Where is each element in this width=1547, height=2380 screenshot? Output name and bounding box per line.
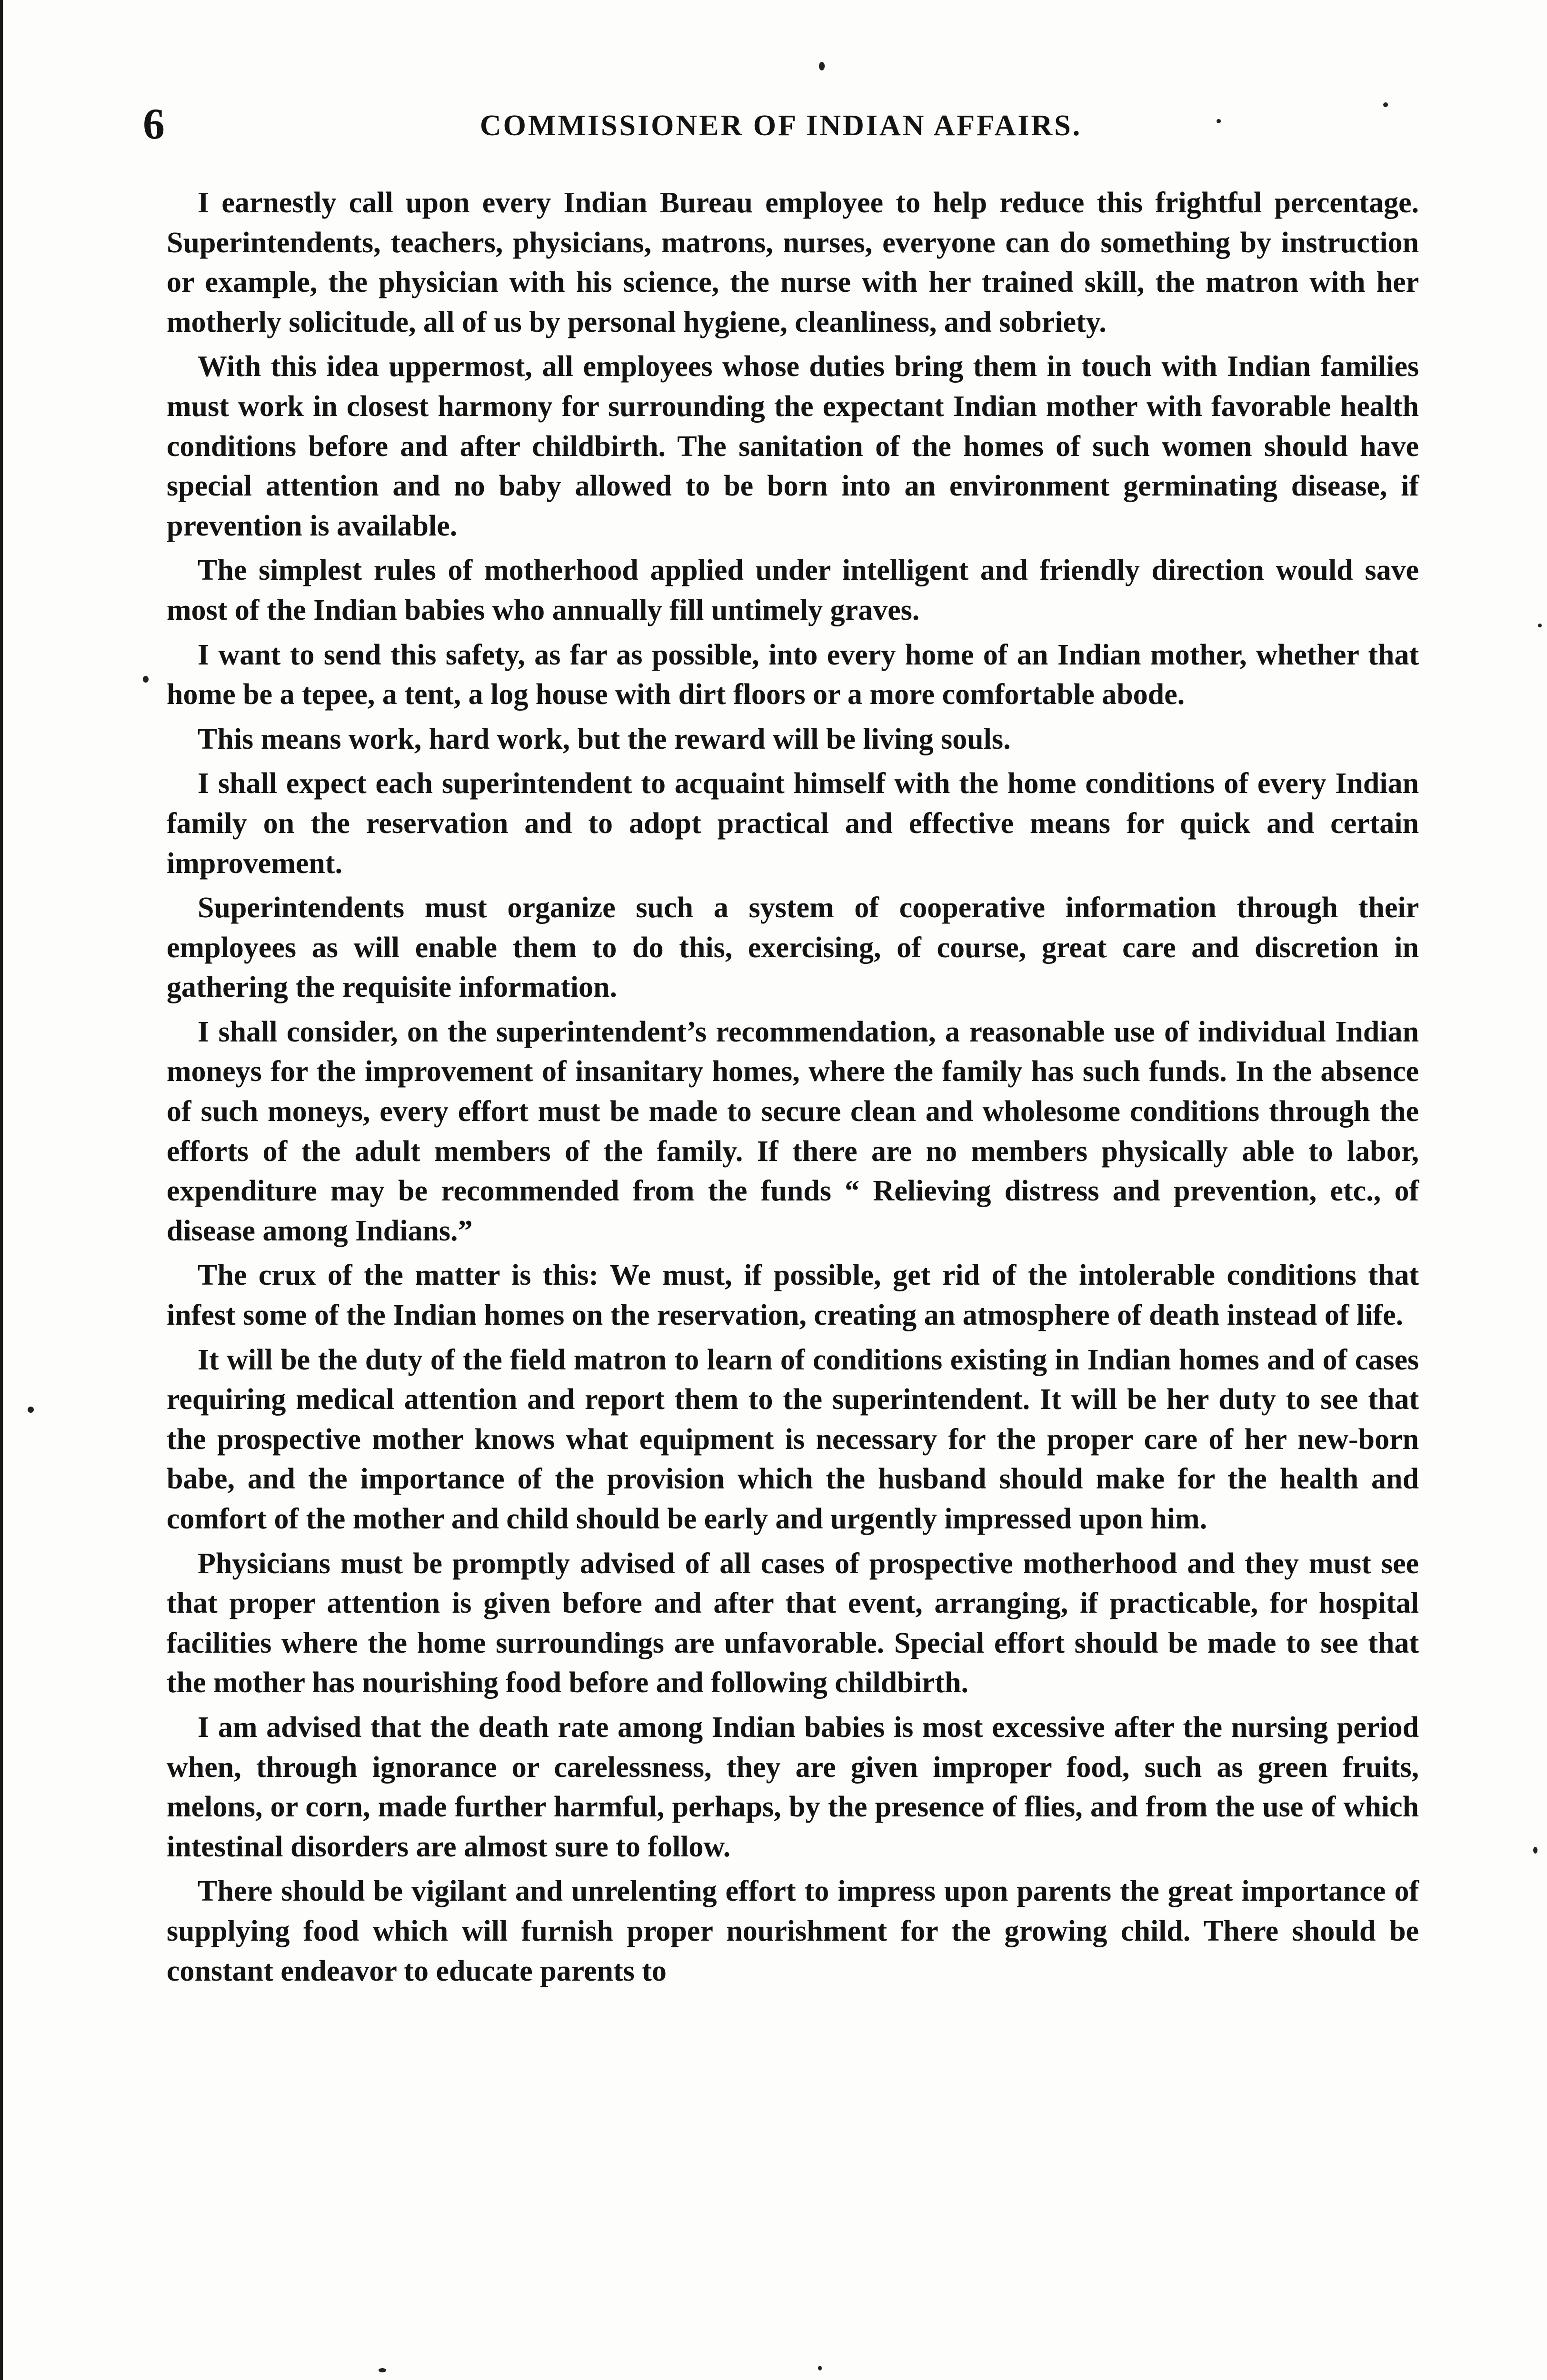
paragraph-10: It will be the duty of the field matron to learn of conditions existing in Indian homes and of cases requiring medical attention and report them to the superintendent. It will be her duty to see that the prospective mother knows what equipment is necessary for the proper care of her new-born babe, and the importance of the provision which the husband should make for the health and comfort of the mother and child should be early and urgently impressed upon him. — [167, 1343, 1419, 1535]
paragraph-2: With this idea uppermost, all employees whose duties bring them in touch with Indian families must work in closest harmony for surrounding the expectant Indian mother with favorable health conditions before and after childbirth. The sanitation of the homes of such women should have special attention and no baby allowed to be born into an environment germinating disease, if prevention is available. — [167, 350, 1419, 542]
scan-left-border — [0, 0, 3, 2380]
speck — [1217, 119, 1221, 123]
speck — [143, 676, 149, 683]
running-head: COMMISSIONER OF INDIAN AFFAIRS. — [479, 109, 1082, 142]
speck — [819, 62, 825, 70]
paragraph-6: I shall expect each superintendent to acquaint himself with the home conditions of every Indian family on the reservation and to adopt practical and effective means for quick and certain improvement. — [167, 767, 1419, 880]
body-text — [167, 183, 1419, 1996]
speck — [379, 2368, 386, 2372]
paragraph-7: Superintendents must organize such a system of cooperative information through their employees as will enable them to do this, exercising, of course, great care and discretion in gathering the requisite information. — [167, 892, 1419, 1004]
speck — [818, 2366, 822, 2370]
speck — [1533, 1847, 1537, 1854]
paragraph-9: The crux of the matter is this: We must, if possible, get rid of the intolerable conditions that infest some of the Indian homes on the reservation, creating an atmosphere of death instead of life. — [167, 1259, 1419, 1332]
speck — [28, 1407, 34, 1413]
paragraph-4: I want to send this safety, as far as possible, into every home of an Indian mother, whether that home be a tepee, a tent, a log house with dirt floors or a more comfortable abode. — [167, 638, 1419, 711]
paragraph-12: I am advised that the death rate among Indian babies is most excessive after the nursing period when, through ignorance or carelessness, they are given improper food, such as green fruits, melons, or corn, made further harmful, perhaps, by the presence of flies, and from the use of which intestinal disorders are almost sure to follow. — [167, 1711, 1419, 1863]
paragraph-13: There should be vigilant and unrelenting effort to impress upon parents the great importance of supplying food which will furnish proper nourishment for the growing child. There should be constant endeavor to educate parents to — [167, 1875, 1419, 1987]
paragraph-11: Physicians must be promptly advised of all cases of prospective motherhood and they must see that proper attention is given before and after that event, arranging, if practicable, for hospital facilities where the home surroundings are unfavorable. Special effort should be made to see that the mother has nourishing food before and following childbirth. — [167, 1547, 1419, 1699]
page-header — [143, 98, 1419, 155]
page-number: 6 — [143, 99, 165, 148]
paragraph-8: I shall consider, on the superintendent’s recommendation, a reasonable use of individual Indian moneys for the improvement of insanitary homes, where the family has such funds. In the absence of such moneys, every effort must be made to secure clean and wholesome conditions through the efforts of the adult members of the family. If there are no members physically able to labor, expenditure may be recommended from the funds “ Relieving distress and prevention, etc., of disease among Indians.” — [167, 1015, 1419, 1247]
speck — [1383, 102, 1388, 107]
paragraph-3: The simplest rules of motherhood applied under intelligent and friendly direction would save most of the Indian babies who annually fill untimely graves. — [167, 554, 1419, 626]
paragraph-1: I earnestly call upon every Indian Bureau employee to help reduce this frightful percentage. Superintendents, teachers, physicians, matrons, nurses, everyone can do something by instruction or example, the physician with his science, the nurse with her trained skill, the matron with her motherly solicitude, all of us by personal hygiene, cleanliness, and sobriety. — [167, 187, 1419, 338]
paragraph-5: This means work, hard work, but the reward will be living souls. — [198, 723, 1011, 755]
speck — [1538, 624, 1542, 627]
